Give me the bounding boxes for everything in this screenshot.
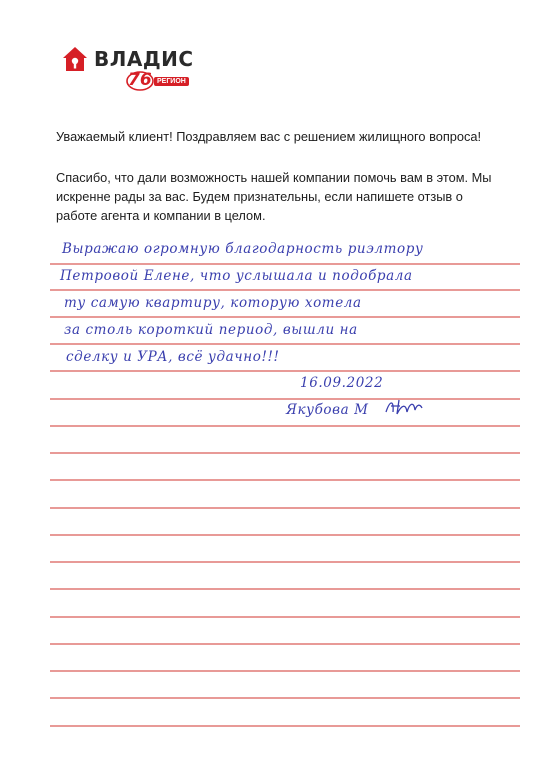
region-word: РЕГИОН xyxy=(154,77,189,86)
handwritten-line: Выражаю огромную благодарность риэлтору xyxy=(62,241,424,257)
handwritten-line: за столь короткий период, вышли на xyxy=(64,322,358,338)
request-text: Спасибо, что дали возможность нашей компании помочь вам в этом. Мы искренне рады за вас. Будем признательны, если напишете отзыв о работе агента и компании в целом. xyxy=(56,170,492,223)
handwritten-line: сделку и УРА, всё удачно!!! xyxy=(66,349,280,365)
region-number: 76 xyxy=(128,70,152,90)
signature-scribble xyxy=(382,396,424,418)
handwritten-name: Якубова М xyxy=(286,402,369,418)
greeting-text: Уважаемый клиент! Поздравляем вас с решением жилищного вопроса! xyxy=(56,129,482,144)
handwritten-line: Петровой Елене, что услышала и подобрала xyxy=(60,268,413,284)
handwritten-date: 16.09.2022 xyxy=(300,375,384,391)
brand-name: ВЛАДИС xyxy=(94,47,194,71)
handwritten-line: ту самую квартиру, которую хотела xyxy=(64,295,362,311)
